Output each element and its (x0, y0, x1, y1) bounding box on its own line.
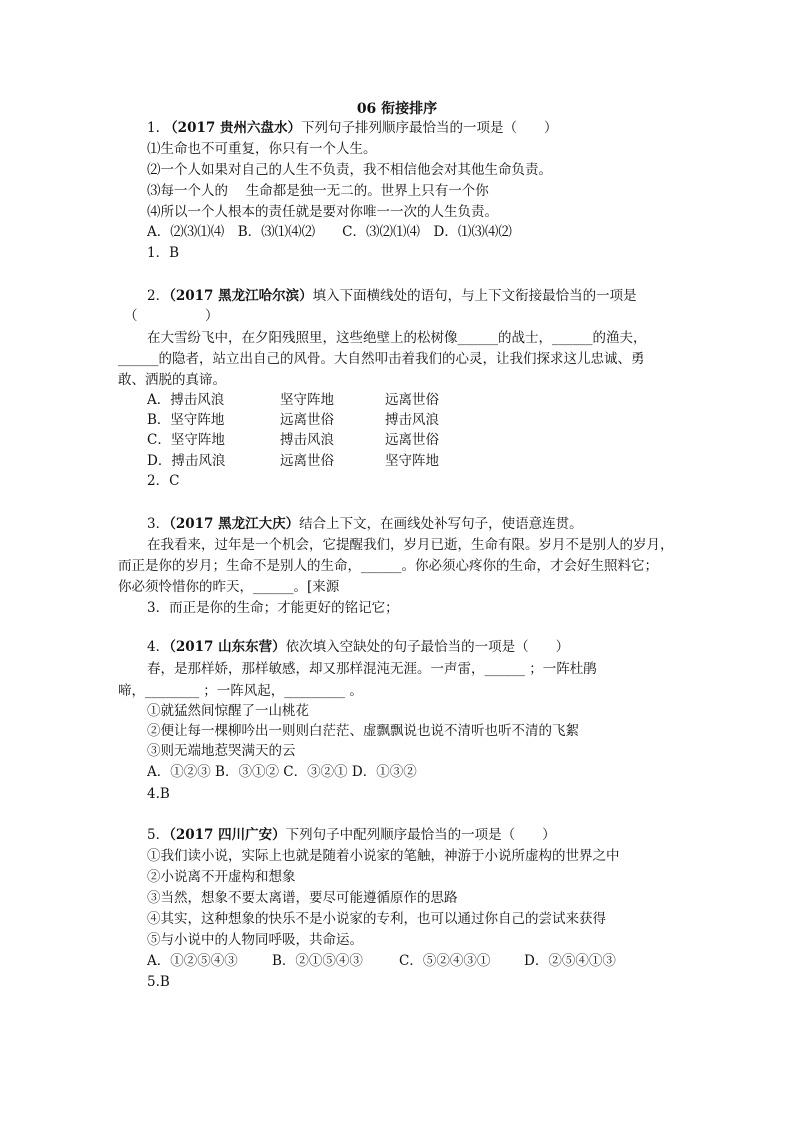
q4-passage-line: 春，是那样娇，那样敏感，却又那样混沌无涯。一声雷，______ ；一阵杜鹃 (147, 661, 597, 677)
q4-source: （2017 山东东营） (169, 639, 286, 655)
q1-item: ⑴生命也不可重复，你只有一个人生。 (147, 141, 377, 157)
q1-item: ⑶每一个人的 生命都是独一无二的。世界上只有一个你 (147, 183, 489, 199)
q3-passage-line: 而正是你的岁月；生命不是别人的生命，______。你必须心疼你的生命，才会好生照料它； (118, 558, 658, 574)
q2-passage-line: ______的隐者，站立出自己的风骨。大自然叩击着我们的心灵，让我们探求这儿忠诚、勇 (118, 351, 645, 367)
q2-option-d: D．搏击风浪 远离世俗 坚守阵地 (147, 453, 439, 469)
q5-item: ③当然，想象不要太离谱，要尽可能遵循原作的思路 (147, 890, 458, 906)
q5-stem: 5．（2017 四川广安）下列句子中配列顺序最恰当的一项是（ ） (147, 827, 556, 843)
q4-item: ②便让每一棵柳吟出一则则白茫茫、虚飘飘说也说不清听也听不清的飞絮 (147, 723, 579, 739)
q3-stem: 3．（2017 黑龙江大庆）结合上下文，在画线处补写句子，使语意连贯。 (147, 516, 583, 532)
q1-stem: 1. （2017 贵州六盘水）下列句子排列顺序最恰当的一项是（ ） (147, 120, 558, 136)
page-title: 06 衔接排序 (356, 101, 438, 117)
q3-passage-line: 在我看来，过年是一个机会，它提醒我们，岁月已逝，生命有限。岁月不是别人的岁月， (147, 537, 674, 553)
q1-source: （2017 贵州六盘水） (164, 120, 301, 136)
q1-options: A．⑵⑶⑴⑷ B．⑶⑴⑷⑵ C．⑶⑵⑴⑷ D．⑴⑶⑷⑵ (147, 224, 512, 240)
q5-item: ⑤与小说中的人物同呼吸，共命运。 (147, 932, 363, 948)
q2-passage-line: 在大雪纷飞中，在夕阳残照里，这些绝壁上的松树像______的战士，______的渔夫， (147, 330, 647, 346)
q2-passage-line: 敢、洒脱的真谛。 (118, 372, 226, 388)
q3-passage-line: 你必须怜惜你的昨天，______。[来源 (118, 579, 340, 595)
q1-answer: 1．B (147, 245, 180, 261)
q5-item: ④其实，这种想象的快乐不是小说家的专利，也可以通过你自己的尝试来获得 (147, 911, 606, 927)
q5-source: （2017 四川广安） (169, 827, 286, 843)
q4-stem: 4．（2017 山东东营）依次填入空缺处的句子最恰当的一项是（ ） (147, 639, 570, 655)
q1-item: ⑷所以一个人根本的责任就是要对你唯一一次的人生负责。 (147, 204, 498, 220)
q4-answer: 4.B (147, 786, 170, 802)
q2-option-b: B．坚守阵地 远离世俗 搏击风浪 (147, 412, 439, 428)
q2-option-c: C．坚守阵地 搏击风浪 远离世俗 (147, 432, 439, 448)
q4-options: A．①②③ B．③①② C．③②① D．①③② (147, 764, 417, 780)
q4-item: ①就猛然间惊醒了一山桃花 (147, 703, 309, 719)
q3-answer: 3．而正是你的生命；才能更好的铭记它； (147, 600, 399, 616)
q2-paren: （ ） (124, 308, 219, 324)
q2-answer: 2．C (147, 473, 180, 489)
q4-item: ③则无端地惹哭满天的云 (147, 743, 296, 759)
q4-passage-line: 啼，________ ；一阵风起，_________ 。 (118, 683, 363, 699)
q5-options: A．①②⑤④③ B．②①⑤④③ C．⑤②④③① D．②⑤④①③ (147, 953, 616, 969)
q2-stem: 2．（2017 黑龙江哈尔滨）填入下面横线处的语句，与上下文衔接最恰当的一项是 (147, 288, 637, 304)
q1-item: ⑵一个人如果对自己的人生不负责，我不相信他会对其他生命负责。 (147, 162, 552, 178)
q5-item: ①我们读小说，实际上也就是随着小说家的笔触，神游于小说所虚构的世界之中 (147, 848, 620, 864)
q2-source: （2017 黑龙江哈尔滨） (169, 288, 313, 304)
q3-source: （2017 黑龙江大庆） (169, 516, 300, 532)
q5-answer: 5.B (147, 974, 170, 990)
q2-option-a: A．搏击风浪 坚守阵地 远离世俗 (147, 392, 439, 408)
q5-item: ②小说离不开虚构和想象 (147, 869, 296, 885)
